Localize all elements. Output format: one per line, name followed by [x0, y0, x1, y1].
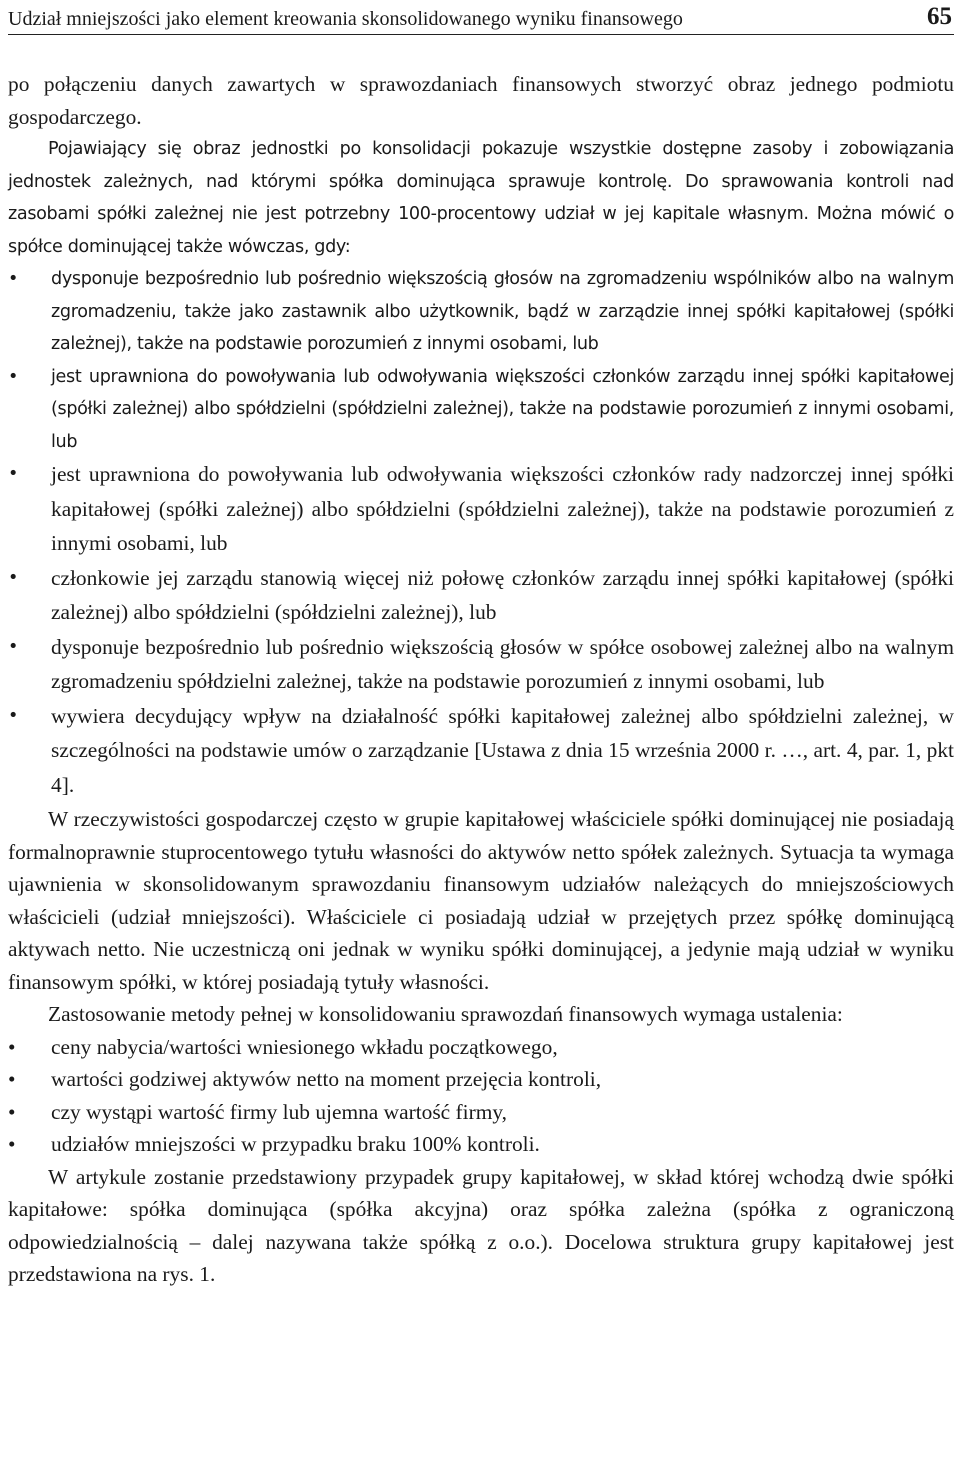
page-number: 65 [927, 3, 952, 30]
paragraph-full-method: Zastosowanie metody pełnej w konsolidowaniu sprawozdań finansowych wymaga ustalenia: [48, 1002, 843, 1026]
document-page [8, 0, 954, 1479]
list-item-text: dysponuje bezpośrednio lub pośrednio większością głosów na zgromadzeniu wspólników albo na walnym zgromadzeniu, także jako zastawnik albo użytkownik, bądź w zarządzie innej spółki kapitałowej (spółki zależnej), także na podstawie porozumień z innymi osobami, lub [51, 269, 954, 354]
paragraph-control-intro: Pojawiający się obraz jednostki po konsolidacji pokazuje wszystkie dostępne zasoby i zobowiązania jednostek zależnych, nad którymi spółka dominująca sprawuje kontrolę. Do sprawowania kontroli nad zasobami spółki zależnej nie jest potrzebny 100-procentowy udział w jej kapitale własnym. Można mówić o spółce dominującej także wówczas, gdy: [8, 139, 954, 257]
requirements-list [8, 1031, 954, 1161]
list-item-text: dysponuje bezpośrednio lub pośrednio większością głosów w spółce osobowej zależnej albo na walnym zgromadzeniu spółdzielni zależnej, także na podstawie porozumień z innymi osobami, lub [51, 634, 954, 693]
bullet-icon: • [8, 1067, 16, 1091]
bullet-icon: • [8, 1034, 16, 1059]
bullet-icon: • [8, 366, 19, 387]
control-criteria-list [8, 263, 954, 803]
list-item [8, 458, 954, 562]
list-item [8, 361, 954, 459]
bullet-icon: • [8, 1099, 16, 1124]
list-item [8, 1031, 954, 1064]
running-header [8, 4, 954, 35]
bullet-icon: • [8, 1132, 16, 1156]
list-item [8, 263, 954, 361]
list-item-text: czy wystąpi wartość firmy lub ujemna wartość firmy, [51, 1099, 508, 1124]
bullet-icon: • [8, 636, 19, 657]
bullet-icon: • [8, 464, 19, 484]
body-text [8, 68, 954, 1291]
list-item-text: wartości godziwej aktywów netto na moment przejęcia kontroli, [51, 1067, 602, 1091]
list-item-text: jest uprawniona do powoływania lub odwoływania większości członków rady nadzorczej innej spółki kapitałowej (spółki zależnej) albo spółdzielni (spółdzielni zależnej), także na podstawie porozumień z innymi osobami, lub [51, 462, 954, 555]
list-item-text: ceny nabycia/wartości wniesionego wkładu początkowego, [51, 1034, 558, 1059]
list-item-text: członkowie jej zarządu stanowią więcej niż połowę członków zarządu innej spółki kapitałowej (spółki zależnej) albo spółdzielni (spółdzielni zależnej), lub [51, 565, 954, 624]
list-item [8, 1128, 954, 1161]
running-title: Udział mniejszości jako element kreowania skonsolidowanego wyniku finansowego [8, 8, 683, 30]
list-item [8, 1063, 954, 1096]
bullet-icon: • [8, 269, 19, 289]
list-item-text: jest uprawniona do powoływania lub odwoływania większości członków zarządu innej spółki kapitałowej (spółki zależnej) albo spółdzielni (spółdzielni zależnej), także na podstawie porozumień z innymi osobami, lub [51, 366, 954, 452]
paragraph-continuation: po połączeniu danych zawartych w sprawozdaniach finansowych stworzyć obraz jednego podmiotu gospodarczego. [8, 72, 954, 129]
list-item-text: udziałów mniejszości w przypadku braku 100% kontroli. [51, 1132, 540, 1156]
bullet-icon: • [8, 705, 19, 726]
list-item [8, 1096, 954, 1129]
paragraph-minority-interest: W rzeczywistości gospodarczej często w grupie kapitałowej właściciele spółki dominującej nie posiadają formalnoprawnie stuprocentowego tytułu własności do aktywów netto spółek zależnych. Sytuacja ta wymaga ujawnienia w skonsolidowanym sprawozdaniu finansowym udziałów należących do mniejszościowych właścicieli (udział mniejszości). Właściciele ci posiadają udział w przejętych przez spółkę dominującą aktywach netto. Nie uczestniczą oni jednak w wyniku spółki dominującej, a jedynie mają udział w wyniku finansowym spółki, w której posiadają tytuły własności. [8, 807, 954, 994]
list-item-text: wywiera decydujący wpływ na działalność spółki kapitałowej zależnej albo spółdzielni zależnej, w szczególności na podstawie umów o zarządzanie [Ustawa z dnia 15 września 2000 r. …, art. 4, par. 1, pkt 4]. [51, 703, 954, 797]
paragraph-article-case: W artykule zostanie przedstawiony przypadek grupy kapitałowej, w skład której wchodzą dwie spółki kapitałowe: spółka dominująca (spółka akcyjna) oraz spółka zależna (spółka z ograniczoną odpowiedzialnością – dalej nazywana także spółką z o.o.). Docelowa struktura grupy kapitałowej jest przedstawiona na rys. 1. [8, 1164, 954, 1286]
list-item [8, 562, 954, 631]
bullet-icon: • [8, 567, 19, 588]
list-item [8, 631, 954, 700]
list-item [8, 700, 954, 804]
